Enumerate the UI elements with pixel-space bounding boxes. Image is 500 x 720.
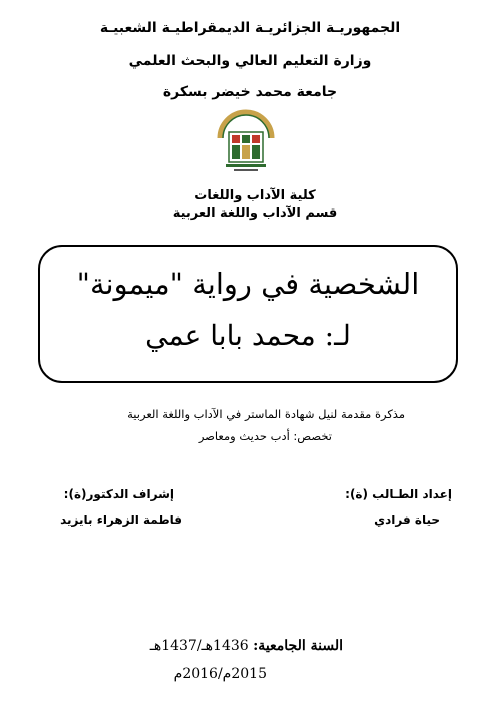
faculty-name: كلية الآداب واللغات bbox=[194, 188, 316, 203]
academic-year-hijri: 1436هـ/1437هـ bbox=[149, 638, 249, 654]
academic-year bbox=[150, 638, 343, 654]
student-name: حياة فرادي bbox=[374, 513, 440, 527]
supervisor-name: فاطمة الزهراء بايزيد bbox=[60, 513, 182, 527]
department-name: قسم الآداب واللغة العربية bbox=[172, 206, 338, 221]
memo-purpose: مذكرة مقدمة لنيل شهادة الماستر في الآداب واللغة العربية bbox=[127, 407, 405, 421]
title-box bbox=[38, 245, 458, 383]
thesis-author: لـ: محمد بابا عمي bbox=[145, 319, 351, 352]
academic-year-gregorian: 2015م/2016م bbox=[173, 666, 267, 682]
student-label: إعداد الطـالب (ة): bbox=[345, 487, 452, 501]
supervisor-label: إشراف الدكتور(ة): bbox=[63, 487, 174, 501]
republic-name: الجمهوريـة الجزائريـة الديمقراطيـة الشعبيـة bbox=[99, 20, 401, 36]
ministry-name: وزارة التعليم العالي والبحث العلمي bbox=[128, 53, 372, 69]
university-name: جامعة محمد خيضر بسكرة bbox=[162, 84, 338, 100]
university-seal-icon bbox=[214, 108, 278, 174]
memo-specialty: تخصص: أدب حديث ومعاصر bbox=[198, 429, 332, 443]
thesis-title: الشخصية في رواية "ميمونة" bbox=[76, 267, 420, 301]
academic-year-label: السنة الجامعية: bbox=[253, 638, 343, 654]
